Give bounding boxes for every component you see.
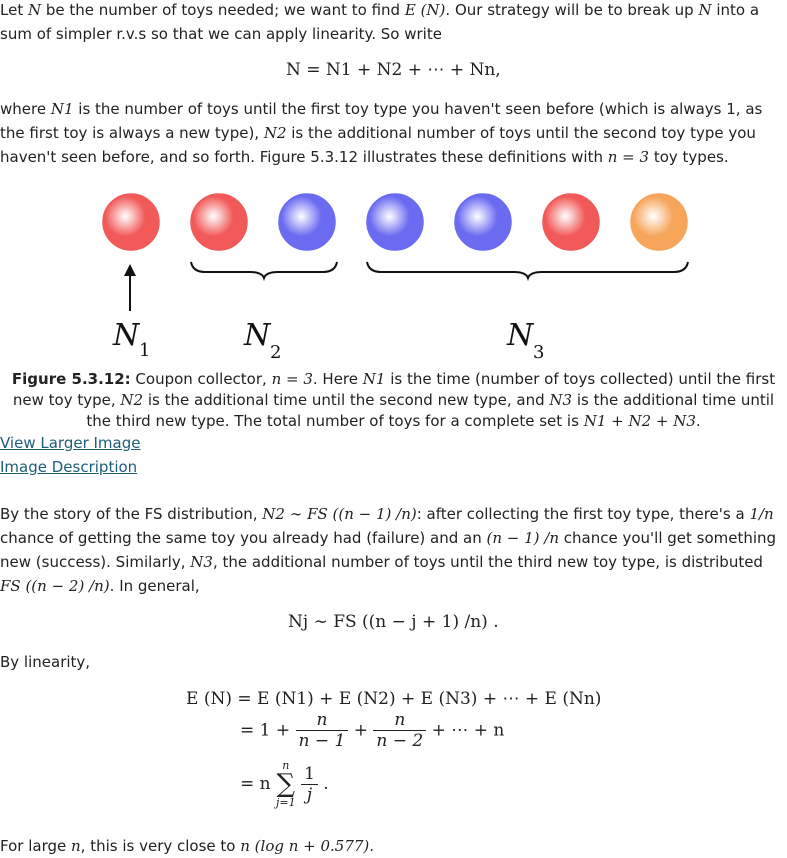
- expectation-line-1: E (N) = E (N1) + E (N2) + E (N3) + ⋯ + E (Nn): [186, 689, 602, 709]
- coupon-collector-figure: [0, 0, 787, 370]
- var-N: N: [27, 1, 42, 19]
- fraction-n-over-n-2: $\frac{n}{n - 2}$: [373, 710, 426, 751]
- expectation-line-2: = 1 + $\frac{n}{n - 1}$ + $\frac{n}{n - 2}$ + ⋯ + n: [240, 710, 505, 751]
- linearity-text: By linearity,: [0, 653, 91, 671]
- label-N3: N: [507, 318, 534, 353]
- brace-N2: [191, 262, 337, 278]
- toy-ball-red: [103, 194, 159, 250]
- label-N2-sub: 2: [270, 342, 282, 363]
- fraction-n-over-n-1: $\frac{n}{n - 1}$: [296, 710, 349, 751]
- image-description-link[interactable]: Image Description: [0, 458, 138, 476]
- brace-N3: [367, 262, 688, 278]
- var-N-2: N: [698, 1, 712, 19]
- toy-ball-red: [191, 194, 247, 250]
- toy-ball-red: [543, 194, 599, 250]
- sigma-icon: ∑: [276, 769, 296, 799]
- general-equation: Nj ∼ FS ((n − j + 1) /n) .: [288, 612, 499, 632]
- label-N2: N: [244, 318, 271, 353]
- fraction-1-over-j: $\frac{1}{j}$: [301, 764, 318, 805]
- intro-paragraph: Let N be the number of toys needed; we want to find E (N). Our strategy will be to break up N into a sum of simpler r.v.s so that we can apply linearity. So write: [0, 1, 760, 43]
- where-paragraph: where N1 is the number of toys until the first toy type you haven't seen before (which is always 1, as the first toy is always a new type), N2 is the additional number of toys until the second toy type you haven't seen before, and so forth. Figure 5.3.12 illustrates these definitions with n = 3 toy types.: [0, 100, 763, 166]
- view-larger-image-link[interactable]: View Larger Image: [0, 434, 141, 452]
- fs-paragraph: By the story of the FS distribution, N2 ∼ FS ((n − 1) /n): after collecting the first toy type, there's a 1/n chance of getting the same toy you already had (failure) and an (n − 1) /n chance you'll get something new (success). Similarly, N3, the additional number of toys until the third new toy type, is distributed FS ((n − 2) /n). In general,: [0, 505, 777, 595]
- toy-ball-blue: [279, 194, 335, 250]
- toy-ball-blue: [367, 194, 423, 250]
- label-N3-sub: 3: [533, 342, 545, 363]
- toy-ball-blue: [455, 194, 511, 250]
- label-N1-sub: 1: [139, 340, 151, 361]
- arrow-head-icon: [124, 264, 136, 276]
- figure-caption: Figure 5.3.12: Coupon collector, n = 3. Here N1 is the time (number of toys collected) until the first new toy type, N2 is the additional time until the second new type, and N3 is the additional time until the third new type. The total number of toys for a complete set is N1 + N2 + N3.: [11, 370, 776, 430]
- caption-title: Figure 5.3.12:: [11, 370, 131, 388]
- sum-equation: N = N1 + N2 + ⋯ + Nn,: [286, 60, 501, 80]
- label-N1: N: [113, 318, 140, 353]
- expectation-EN: E (N): [404, 1, 446, 19]
- expectation-line-3: = n n ∑ j=1 $\frac{1}{j}$ .: [240, 759, 329, 809]
- large-n-paragraph: For large n, this is very close to n (log n + 0.577).: [0, 837, 375, 855]
- toy-ball-orange: [631, 194, 687, 250]
- summation: n ∑ j=1: [276, 759, 296, 809]
